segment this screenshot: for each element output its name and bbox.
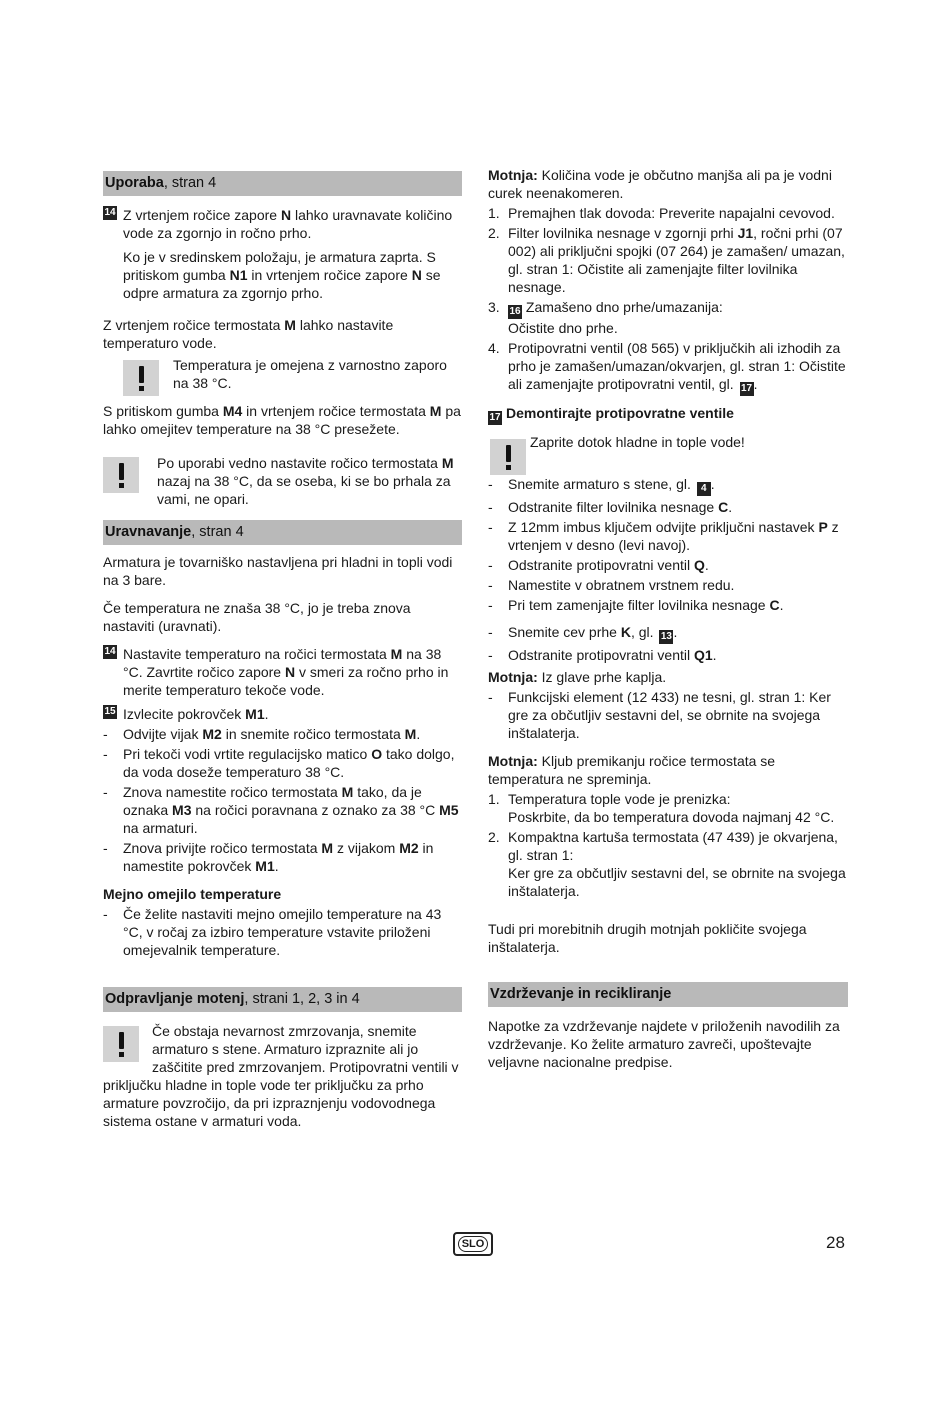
list-item: 1. Premajhen tlak dovoda: Preverite napajalni cevovod. bbox=[488, 205, 835, 221]
warning-exclamation-icon bbox=[490, 439, 526, 475]
list-item: - Namestite v obratnem vrstnem redu. bbox=[488, 577, 735, 593]
list-item: - Z 12mm imbus ključem odvijte priključni nastavek P z vrtenjem v desno (levi navoj). bbox=[488, 519, 839, 553]
list-item: 2. Kompaktna kartuša termostata (47 439) je okvarjena, gl. stran 1: Ker gre za občutljiv sestavni del, se obrnite na svojega inštalaterja. bbox=[488, 829, 846, 899]
list-item: - Če želite nastaviti mejno omejilo temperature na 43 °C, v ročaj za izbiro temperature vstavite priloženi omejevalnik temperature. bbox=[103, 906, 442, 958]
list-item: - Snemite cev prhe K, gl. 13. bbox=[488, 624, 678, 642]
left-column bbox=[103, 166, 462, 1130]
list-item: - Funkcijski element (12 433) ne tesni, gl. stran 1: Ker gre za občutljiv sestavni del, se obrnite na svojega inštalaterja. bbox=[488, 689, 831, 741]
section-header-uravnavanje: Uravnavanje, stran 4 bbox=[103, 520, 462, 545]
uravnavanje-step-14: 14 Nastavite temperaturo na ročici termostata M na 38 °C. Zavrtite ročico zapore N v smeri za ročno prho in merite temperaturo tekoče vode. bbox=[104, 646, 449, 698]
figure-number-icon: 4 bbox=[697, 482, 711, 496]
uporaba-paragraph: S pritiskom gumba M4 in vrtenjem ročice termostata M pa lahko omejitev temperature na 38 °C presežete. bbox=[103, 403, 461, 437]
paragraph: Tudi pri morebitnih drugih motnjah pokličite svojega inštalaterja. bbox=[488, 921, 807, 955]
warning-exclamation-icon bbox=[123, 360, 159, 396]
subheading-mejno-omejilo: Mejno omejilo temperature bbox=[103, 886, 282, 902]
list-item: - Znova privijte ročico termostata M z vijakom M2 in namestite pokrovček M1. bbox=[103, 840, 434, 874]
list-item: - Odvijte vijak M2 in snemite ročico termostata M. bbox=[103, 726, 421, 742]
uporaba-step-14: 14 Z vrtenjem ročice zapore N lahko uravnavate količino vode za zgornjo in ročno prho. bbox=[104, 207, 453, 241]
list-item: 4. Protipovratni ventil (08 565) v priključkih ali izhodih za prho je zamašen/umazan/okvarjen, gl. stran 1: Očistite ali zamenjajte protipovratni ventil, gl. 17. bbox=[488, 340, 846, 394]
uporaba-paragraph: Z vrtenjem ročice termostata M lahko nastavite temperaturo vode. bbox=[103, 317, 394, 351]
warning-block: Temperatura je omejena z varnostno zaporo na 38 °C. bbox=[103, 356, 462, 396]
list-item: 2. Filter lovilnika nesnage v zgornji prhi J1, ročni prhi (07 002) ali priključni spojki (07 264) je zamašen/ umazan, gl. stran 1: Očistite ali zamenjajte filter lovilnika nesnage. bbox=[488, 225, 845, 295]
list-item: - Odstranite protipovratni ventil Q1. bbox=[488, 647, 717, 663]
page-number: 28 bbox=[826, 1233, 845, 1252]
list-item: - Znova namestite ročico termostata M tako, da je oznaka M3 na ročici poravnana z oznako za 38 °C M5 na armaturi. bbox=[103, 784, 459, 836]
section-header-uporaba: Uporaba, stran 4 bbox=[103, 171, 462, 196]
warning-exclamation-icon bbox=[103, 1026, 139, 1062]
figure-number-icon: 17 bbox=[741, 383, 753, 394]
uravnavanje-paragraph: Armatura je tovarniško nastavljena pri hladni in topli vodi na 3 bare. bbox=[103, 554, 453, 588]
section-header-vzdrzevanje: Vzdrževanje in recikliranje bbox=[488, 982, 848, 1007]
warning-block: Zaprite dotok hladne in tople vode! bbox=[488, 433, 848, 475]
list-item: - Pri tekoči vodi vrtite regulacijsko matico O tako dolgo, da voda doseže temperaturo 38 °C. bbox=[103, 746, 455, 780]
motnja-paragraph: Motnja: Kljub premikanju ročice termostata se temperatura ne spreminja. bbox=[488, 753, 776, 787]
figure-number-icon: 14 bbox=[104, 646, 116, 657]
warning-block: Če obstaja nevarnost zmrzovanja, snemite armaturo s stene. Armaturo izpraznite ali jo zaščitite pred zmrzovanjem. Protipovratni ventili v priključku hladne in tople vode ter priključku za prho armature povzročijo, da pri izpraznjenju vodovodnega sistema ostane v armaturi voda. bbox=[103, 1023, 459, 1129]
subheading-demontirajte: 17 Demontirajte protipovratne ventile bbox=[489, 405, 734, 423]
figure-number-icon: 14 bbox=[104, 207, 116, 218]
motnja-paragraph: Motnja: Iz glave prhe kaplja. bbox=[488, 669, 667, 685]
list-item: - Odstranite filter lovilnika nesnage C. bbox=[488, 499, 733, 515]
warning-block: Po uporabi vedno nastavite ročico termostata M nazaj na 38 °C, da se oseba, ki se bo prhala za vami, ne opari. bbox=[103, 454, 462, 508]
list-item: 3. 16 Zamašeno dno prhe/umazanija: Očistite dno prhe. bbox=[488, 299, 723, 336]
figure-number-icon: 13 bbox=[660, 631, 672, 642]
list-item: 1. Temperatura tople vode je prenizka: Poskrbite, da bo temperatura dovoda najmanj 42 °C. bbox=[488, 791, 835, 825]
paragraph: Napotke za vzdrževanje najdete v priloženih navodilih za vzdrževanje. Ko želite armaturo zavreči, upoštevajte veljavne nacionalne predpise. bbox=[488, 1018, 840, 1070]
motnja-paragraph: Motnja: Količina vode je občutno manjša ali pa je vodni curek neenakomeren. bbox=[488, 167, 832, 201]
list-item: - Snemite armaturo s stene, gl. 4 . bbox=[488, 476, 715, 494]
uravnavanje-step-15: 15 Izvlecite pokrovček M1. bbox=[104, 706, 269, 722]
list-item: - Odstranite protipovratni ventil Q. bbox=[488, 557, 709, 573]
uravnavanje-paragraph: Če temperatura ne znaša 38 °C, jo je treba znova nastaviti (uravnati). bbox=[103, 600, 411, 634]
uporaba-paragraph: Ko je v sredinskem položaju, je armatura zaprta. S pritiskom gumba N1 in vrtenjem ročice zapore N se odpre armatura za zgornjo prho. bbox=[123, 249, 441, 301]
right-column bbox=[488, 166, 848, 1071]
figure-number-icon: 17 bbox=[489, 412, 501, 423]
list-item: - Pri tem zamenjajte filter lovilnika nesnage C. bbox=[488, 597, 784, 613]
warning-exclamation-icon bbox=[103, 457, 139, 493]
figure-number-icon: 15 bbox=[104, 706, 116, 717]
figure-number-icon: 16 bbox=[509, 306, 521, 317]
section-header-odpravljanje: Odpravljanje motenj, strani 1, 2, 3 in 4 bbox=[103, 987, 462, 1012]
language-badge: SLO bbox=[453, 1232, 493, 1256]
